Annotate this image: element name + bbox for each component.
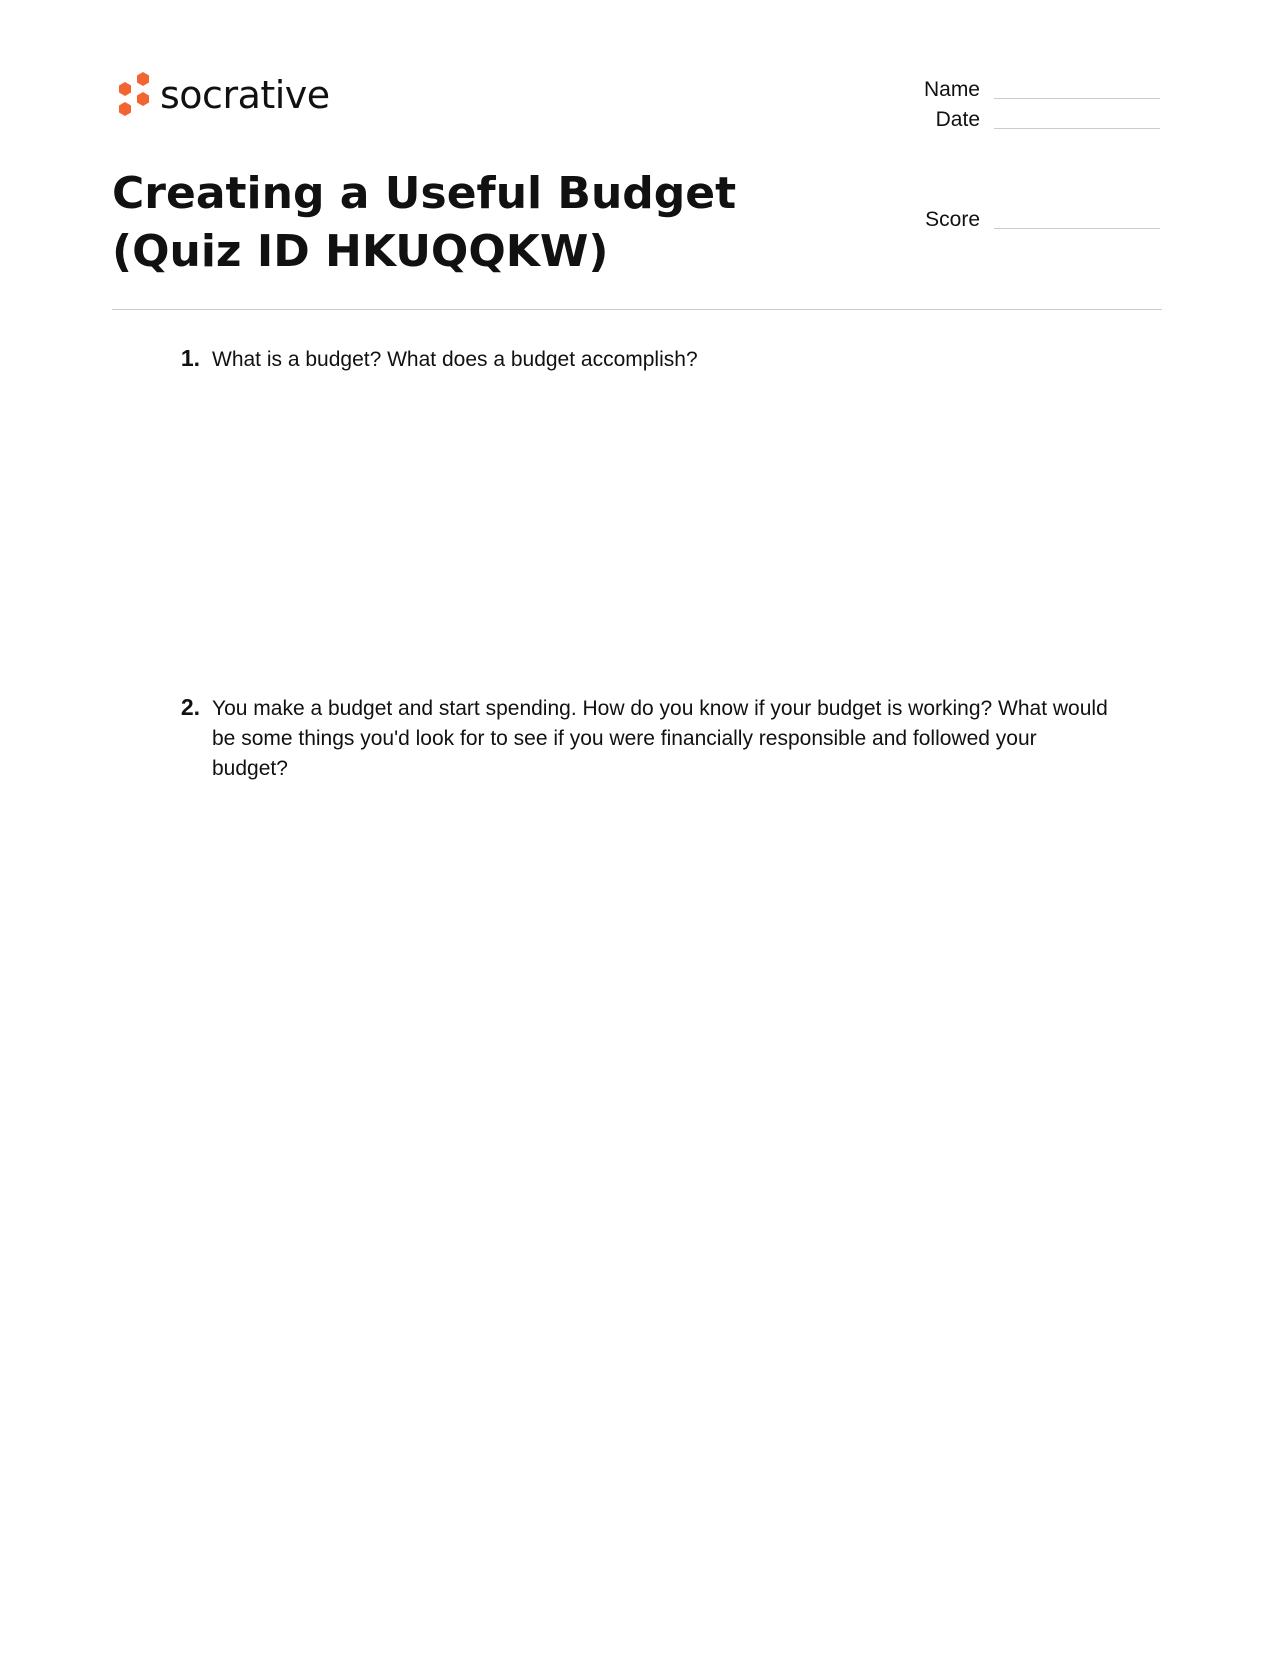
page-title: Creating a Useful Budget (Quiz ID HKUQQKW) [112,168,737,277]
question-number: 2. [180,694,200,720]
name-label: Name [923,78,980,101]
name-line[interactable] [994,97,1160,99]
question-number: 1. [180,345,200,371]
score-field[interactable] [860,208,1160,232]
question-text: You make a budget and start spending. How do you know if your budget is working? What would be some things you'd look for to see if you were financially responsible and followed your budget? [212,697,1108,780]
socrative-logo [110,70,330,120]
header-divider [112,309,1162,310]
question-1 [160,345,1110,375]
hexagon-logo-icon [110,70,152,120]
score-line[interactable] [994,227,1160,229]
date-line[interactable] [994,127,1160,129]
logo-text: socrative [160,73,330,117]
date-field[interactable] [860,108,1160,132]
score-label: Score [925,208,980,231]
question-2 [160,694,1110,784]
date-label: Date [935,108,980,131]
name-field[interactable] [860,78,1160,102]
question-text: What is a budget? What does a budget accomplish? [212,348,698,371]
